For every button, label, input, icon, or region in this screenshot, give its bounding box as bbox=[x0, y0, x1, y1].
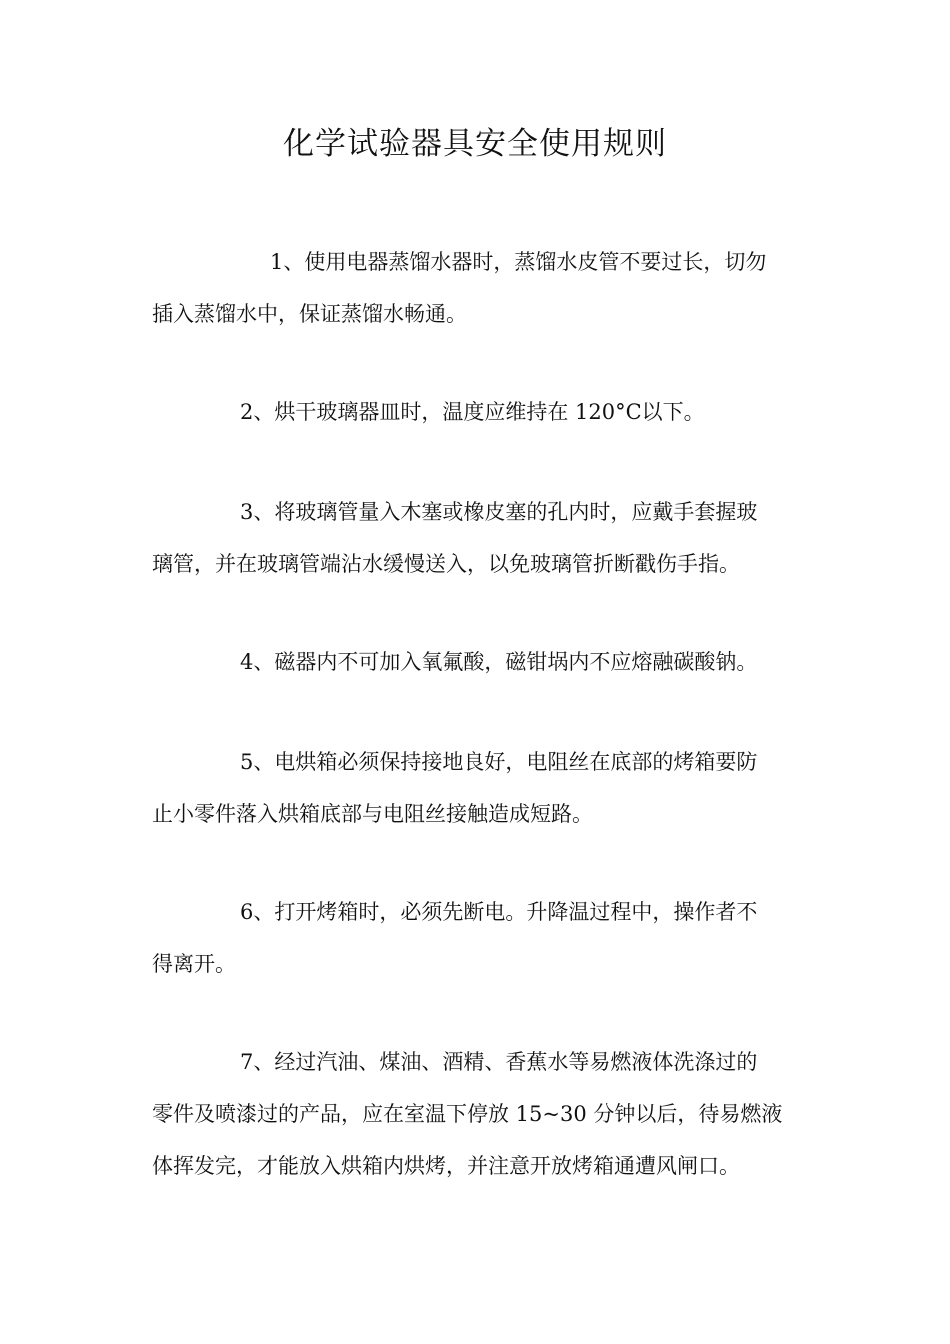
rule-7-line-1: 7、经过汽油、煤油、酒精、香蕉水等易燃液体洗涤过的 bbox=[240, 1050, 758, 1074]
rule-3-line-1: 3、将玻璃管量入木塞或橡皮塞的孔内时，应戴手套握玻 bbox=[240, 500, 758, 524]
rule-4-line-1: 4、磁器内不可加入氧氟酸，磁钳埚内不应熔融碳酸钠。 bbox=[240, 650, 758, 674]
rule-3-line-2: 璃管，并在玻璃管端沾水缓慢送入，以免玻璃管折断戳伤手指。 bbox=[152, 552, 740, 576]
rule-6 bbox=[152, 886, 802, 990]
rule-7-line-3: 体挥发完，才能放入烘箱内烘烤，并注意开放烤箱通遭风闸口。 bbox=[152, 1154, 740, 1178]
rule-5-line-2: 止小零件落入烘箱底部与电阻丝接触造成短路。 bbox=[152, 802, 593, 826]
rule-1 bbox=[152, 236, 802, 340]
rule-7 bbox=[152, 1036, 802, 1192]
rule-2 bbox=[152, 386, 802, 438]
rule-2-line-1: 2、烘干玻璃器皿时，温度应维持在 120°C以下。 bbox=[240, 400, 705, 424]
rule-6-line-1: 6、打开烤箱时，必须先断电。升降温过程中，操作者不 bbox=[240, 900, 758, 924]
rule-7-line-2: 零件及喷漆过的产品，应在室温下停放 15~30 分钟以后，待易燃液 bbox=[152, 1102, 783, 1126]
rule-4 bbox=[152, 636, 802, 688]
rule-6-line-2: 得离开。 bbox=[152, 952, 236, 976]
rule-1-line-1: 1、使用电器蒸馏水器时，蒸馏水皮管不要过长，切勿 bbox=[270, 250, 767, 274]
rule-1-line-2: 插入蒸馏水中，保证蒸馏水畅通。 bbox=[152, 302, 467, 326]
rule-3 bbox=[152, 486, 802, 590]
document-title: 化学试验器具安全使用规则 bbox=[283, 126, 667, 162]
rule-5 bbox=[152, 736, 802, 840]
rule-5-line-1: 5、电烘箱必须保持接地良好，电阻丝在底部的烤箱要防 bbox=[240, 750, 758, 774]
